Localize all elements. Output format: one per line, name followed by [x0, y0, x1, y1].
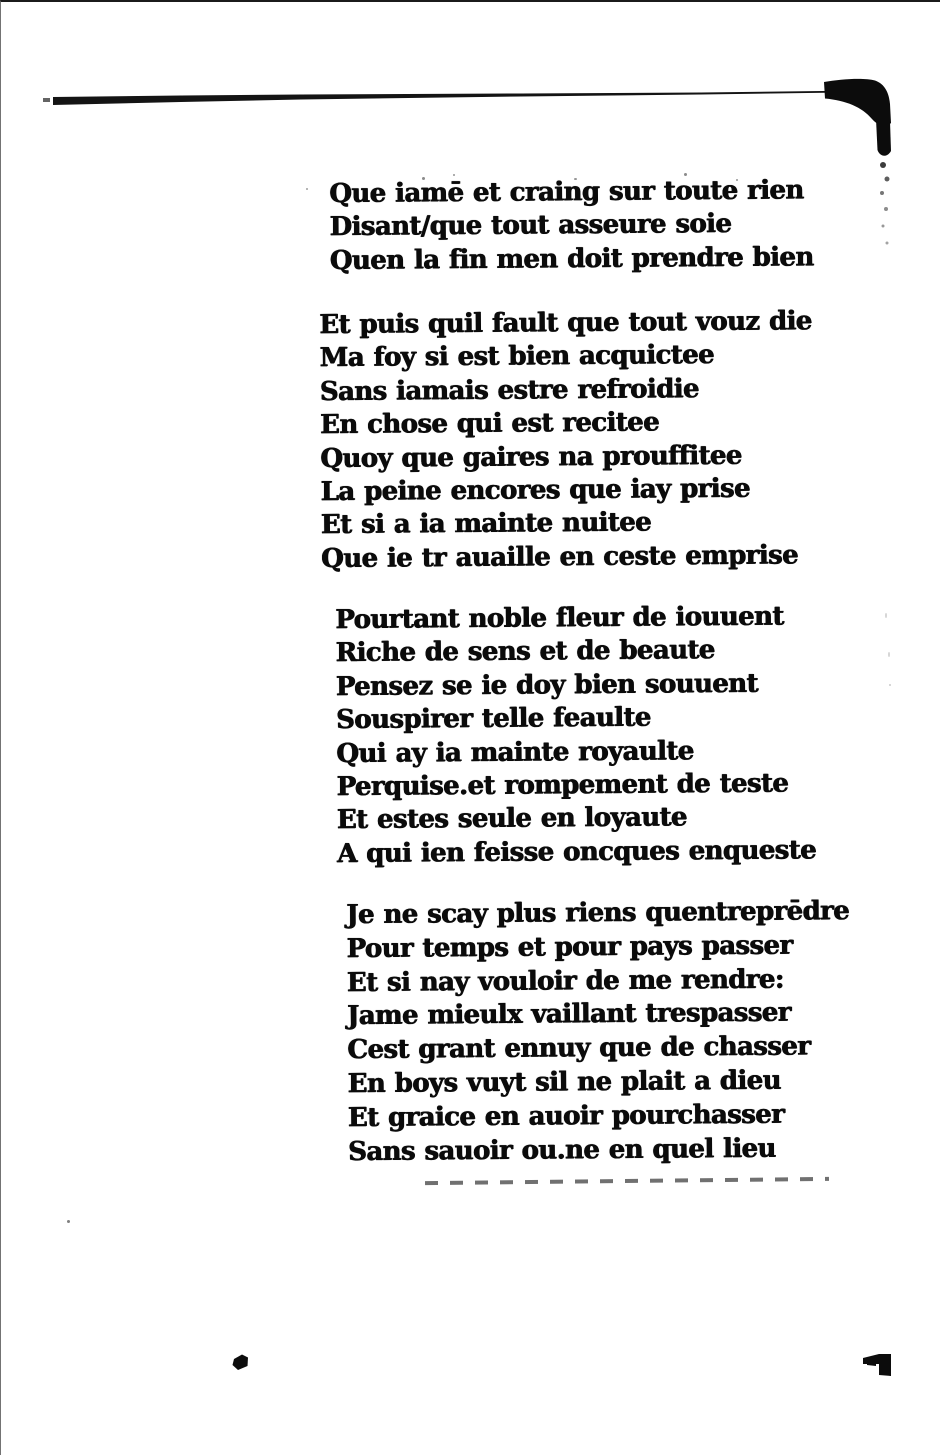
verse-line: Et puis quil fault que tout vouz die — [319, 306, 812, 340]
verse-line: Pourtant noble fleur de iouuent — [335, 601, 784, 635]
verse-line: Et si nay vouloir de me rendre: — [346, 964, 784, 998]
verse-line: Souspirer telle feaulte — [335, 702, 651, 736]
verse-line: En boys vuyt sil ne plait a dieu — [347, 1065, 781, 1099]
stanza-1 — [329, 174, 814, 278]
verse-line: Je ne scay plus riens quentreprēdre — [346, 896, 850, 930]
verse-line: Qui ay ia mainte royaulte — [336, 735, 694, 769]
verse-line: Sans sauoir ou.ne en quel lieu — [347, 1133, 776, 1167]
verse-line: Et graice en auoir pourchasser — [347, 1099, 785, 1133]
verse-line: Cest grant ennuy que de chasser — [347, 1031, 811, 1066]
stanza-2 — [319, 305, 814, 576]
poem-text-block — [1, 2, 940, 1455]
verse-line: Ma foy si est bien acquictee — [319, 340, 714, 374]
stanza-4 — [346, 895, 851, 1169]
verse-line: Et estes seule en loyaute — [336, 802, 687, 836]
verse-line: Que ie tr auaille en ceste emprise — [320, 540, 798, 574]
verse-line: Quen la fin men doit prendre bien — [329, 242, 814, 276]
verse-line: En chose qui est recitee — [319, 407, 660, 441]
verse-line: Que iamē et craing sur toute rien — [329, 175, 804, 209]
verse-line: Perquise.et rompement de teste — [336, 768, 789, 803]
verse-line: Jame mieulx vaillant trespasser — [346, 997, 791, 1032]
stanza-3 — [335, 600, 816, 871]
verse-line: Disant/que tout asseure soie — [329, 209, 732, 243]
verse-line: La peine encores que iay prise — [320, 473, 750, 508]
verse-line: Et si a ia mainte nuitee — [320, 507, 652, 541]
verse-line: Quoy que gaires na prouffitee — [320, 440, 742, 474]
verse-line: A qui ien feisse oncques enqueste — [336, 835, 817, 869]
verse-line: Riche de sens et de beaute — [335, 635, 715, 669]
verse-line: Sans iamais estre refroidie — [319, 373, 699, 407]
verse-line: Pensez se ie doy bien souuent — [335, 668, 758, 702]
verse-line: Pour temps et pour pays passer — [346, 930, 793, 964]
